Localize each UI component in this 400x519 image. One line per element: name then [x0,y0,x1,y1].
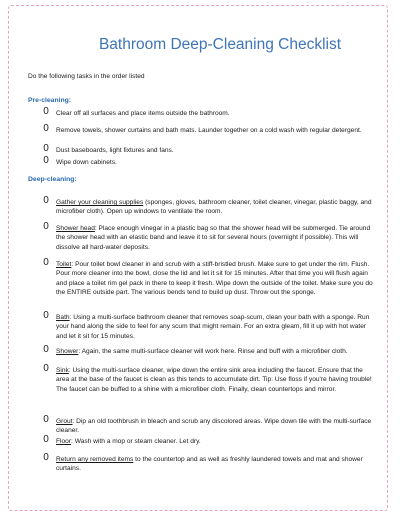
checklist-item-floor: Floor: Wash with a mop or steam cleaner. Let dry. [56,438,201,445]
bullet-icon: 0 [43,143,49,154]
section-heading-deep-cleaning: Deep-cleaning: [28,176,77,183]
checklist-item: Clear off all surfaces and place items outside the bathroom. [56,110,230,117]
bullet-icon: 0 [43,452,49,463]
checklist-item-toilet: Toilet: Pour toilet bowl cleaner in and scrub with a stiff-bristled brush. Make sure to get under the rim. Flush. Pour more cleaner into the bowl, close the lid and let it sit for 15 minutes. After that time you will flush again and place a toilet rim gel pack in there to keep it fresh. Wipe down the outside of the toilet. Make sure you do the ENTIRE outside part. The various bends tend to build up dust. Throw out the sponge. [56,261,373,296]
bullet-icon: 0 [43,363,49,374]
bullet-icon: 0 [43,310,49,321]
checklist-item-shower: Shower: Again, the same multi-surface cleaner will work here. Rinse and buff with a microfiber cloth. [56,348,348,355]
bullet-icon: 0 [43,257,49,268]
bullet-icon: 0 [43,155,49,166]
checklist-item: Remove towels, shower curtains and bath mats. Launder together on a cold wash with regular detergent. [56,127,362,134]
section-heading-pre-cleaning: Pre-cleaning: [28,97,72,104]
page-title: Bathroom Deep-Cleaning Checklist [98,36,342,53]
checklist-item-sink: Sink: Using the multi-surface cleaner, wipe down the entire sink area including the faucet. Ensure that the area at the base of the faucet is clean as this tends to accumulate dirt. Tip: Use floss if you're having trouble! The faucet can be buffed to a shine with a microfiber cloth. Finally, clean countertops and mirror. [56,367,372,393]
bullet-icon: 0 [43,221,49,232]
checklist-item-grout: Grout: Dip an old toothbrush in bleach and scrub any discolored areas. Wipe down tile with the multi-surface cleaner. [56,418,372,435]
bullet-icon: 0 [43,106,49,117]
checklist-item-return-items: Return any removed items to the countertop and as well as freshly laundered towels and mat and shower curtains. [56,456,363,473]
bullet-icon: 0 [43,434,49,445]
checklist-item-shower-head: Shower head: Place enough vinegar in a plastic bag so that the shower head will be submerged. Tie around the shower head with an elastic band and leave it to sit for several hours (overnight if possible). This will dissolve all hard-water deposits. [56,225,371,251]
checklist-item: Wipe down cabinets. [56,159,117,166]
checklist-item-bath: Bath: Using a multi-surface bathroom cleaner that removes soap-scum, clean your bath with a sponge. Run your hand along the side to feel for any scum that might remain. For an extra gleam, fill it up with hot water and let it sit for 15 minutes. [56,314,370,340]
bullet-icon: 0 [43,414,49,425]
intro-text: Do the following tasks in the order listed [28,73,145,80]
checklist-item: Dust baseboards, light fixtures and fans. [56,147,174,154]
bullet-icon: 0 [43,195,49,206]
checklist-item-supplies: Gather your cleaning supplies (sponges, gloves, bathroom cleaner, toilet cleaner, vinegar, plastic baggy, and microfiber cloth). Open up windows to ventilate the room. [56,199,372,216]
bullet-icon: 0 [43,123,49,134]
bullet-icon: 0 [43,344,49,355]
